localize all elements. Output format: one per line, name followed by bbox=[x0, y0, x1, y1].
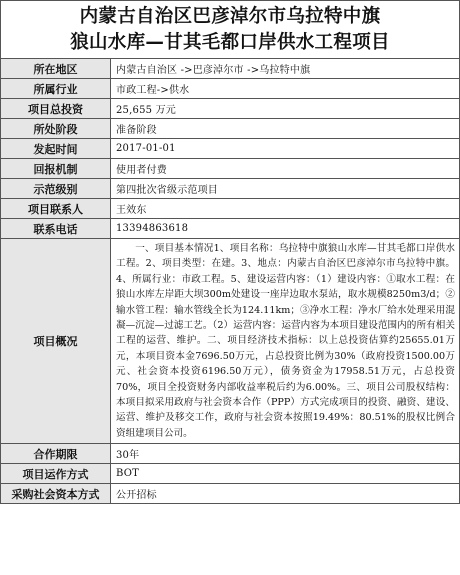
row-value: 13394863618 bbox=[111, 219, 460, 239]
row-value: 25,655 万元 bbox=[111, 99, 460, 119]
overview-label: 项目概况 bbox=[1, 239, 111, 444]
row-label: 示范级别 bbox=[1, 179, 111, 199]
row-label: 项目总投资 bbox=[1, 99, 111, 119]
overview-row bbox=[1, 239, 460, 444]
overview-text: 一、项目基本情况1、项目名称：乌拉特中旗狼山水库—甘其毛都口岸供水工程。2、项目类型：在建。3、地点：内蒙古自治区巴彦淖尔市乌拉特中旗。4、所属行业：市政工程。5、建设运营内容：（1）建设内容：①取水工程：在狼山水库左岸距大坝300m处建设一座岸边取水泵站，取水规模8250m3/d；②输水管工程：输水管线全长为124.11km；③净水工程：净水厂给水处理采用混凝—沉淀—过滤工艺。（2）运营内容：运营内容为本项目建设范围内的所有相关工程的运营、维护。二、项目经济技术指标：以上总投资估算约25655.01万元，本项目资本金7696.50万元，占总投资比例为30%（政府投资1500.00万元、社会资本投资6196.50万元），债务资金为17958.51万元，占总投资70%，项目全投资财务内部收益率税后约为6.00%。三、项目公司股权结构：本项目拟采用政府与社会资本合作（PPP）方式完成项目的投资、融资、建设、运营、维护及移交工作，政府与社会资本按照19.49%：80.51%的股权比例合资组建项目公司。 bbox=[116, 243, 455, 439]
row-value: 2017-01-01 bbox=[111, 139, 460, 159]
row-value: BOT bbox=[111, 464, 460, 484]
row-label: 回报机制 bbox=[1, 159, 111, 179]
table-row bbox=[1, 119, 460, 139]
row-label: 联系电话 bbox=[1, 219, 111, 239]
row-value: 王效东 bbox=[111, 199, 460, 219]
row-label: 发起时间 bbox=[1, 139, 111, 159]
table-row bbox=[1, 99, 460, 119]
table-row bbox=[1, 139, 460, 159]
title-box bbox=[0, 0, 460, 58]
table-row bbox=[1, 159, 460, 179]
table-row bbox=[1, 59, 460, 79]
row-value: 内蒙古自治区 ->巴彦淖尔市 ->乌拉特中旗 bbox=[111, 59, 460, 79]
row-label: 项目联系人 bbox=[1, 199, 111, 219]
table-row bbox=[1, 219, 460, 239]
title-line-1: 内蒙古自治区巴彦淖尔市乌拉特中旗 bbox=[79, 6, 381, 27]
table-row bbox=[1, 199, 460, 219]
row-value: 第四批次省级示范项目 bbox=[111, 179, 460, 199]
row-value: 准备阶段 bbox=[111, 119, 460, 139]
row-label: 所在地区 bbox=[1, 59, 111, 79]
project-info-table bbox=[0, 58, 460, 504]
row-value: 30年 bbox=[111, 444, 460, 464]
row-label: 所属行业 bbox=[1, 79, 111, 99]
overview-cell bbox=[111, 239, 460, 444]
row-label: 采购社会资本方式 bbox=[1, 484, 111, 504]
row-value: 使用者付费 bbox=[111, 159, 460, 179]
table-row bbox=[1, 179, 460, 199]
table-row bbox=[1, 444, 460, 464]
title-line-2: 狼山水库—甘其毛都口岸供水工程项目 bbox=[70, 32, 390, 53]
row-label: 所处阶段 bbox=[1, 119, 111, 139]
row-value: 公开招标 bbox=[111, 484, 460, 504]
table-row bbox=[1, 484, 460, 504]
row-label: 合作期限 bbox=[1, 444, 111, 464]
row-value: 市政工程->供水 bbox=[111, 79, 460, 99]
row-label: 项目运作方式 bbox=[1, 464, 111, 484]
table-row bbox=[1, 464, 460, 484]
table-row bbox=[1, 79, 460, 99]
